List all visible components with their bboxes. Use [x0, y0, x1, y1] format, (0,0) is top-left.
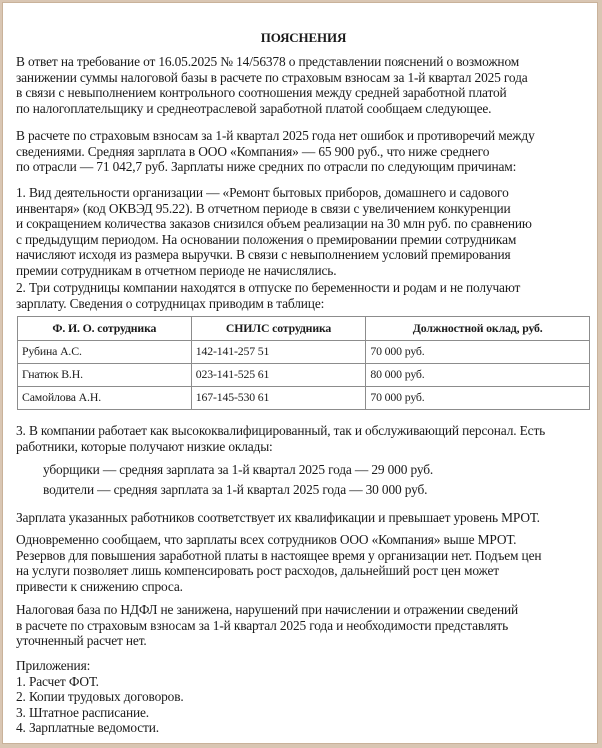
document-page [3, 3, 597, 743]
table-row [18, 387, 590, 410]
mrot-note: Зарплата указанных работников соответствует их квалификации и превышает уровень МРОТ. [16, 510, 540, 525]
text-line: по налогоплательщику и среднеотраслевой заработной платой сообщаем следующее. [16, 100, 492, 116]
ndfl-paragraph [16, 602, 591, 649]
text-line: премии сотрудникам в отчетном периоде не начислялись. [16, 262, 337, 278]
text-line: по отрасли — 71 042,7 руб. Зарплаты ниже средних по отрасли по следующим причинам: [16, 159, 517, 175]
cell-snils: 023-141-525 61 [191, 364, 366, 387]
summary-paragraph [16, 128, 591, 175]
table-header-row [18, 317, 590, 341]
text-line: занижении суммы налоговой базы в расчете по страховым взносам за 1-й квартал 2025 года [16, 69, 528, 85]
cell-salary: 70 000 руб. [366, 387, 590, 410]
simultaneous-paragraph [16, 532, 591, 594]
table-row [18, 341, 590, 364]
text-line: работники, которые получают низкие оклады: [16, 438, 273, 454]
text-line: 1. Вид деятельности организации — «Ремонт бытовых приборов, домашнего и садового [16, 185, 509, 200]
text-line: В ответ на требование от 16.05.2025 № 14/56378 о представлении пояснений о возможном [16, 54, 520, 69]
table-row [18, 364, 590, 387]
text-line: привести к снижению спроса. [16, 578, 183, 594]
reason-3-paragraph [16, 423, 591, 454]
cell-name: Самойлова А.Н. [18, 387, 192, 410]
attachment-item: 3. Штатное расписание. [16, 704, 149, 720]
cell-salary: 70 000 руб. [366, 341, 590, 364]
text-line: в связи с невыполнением контрольного соотношения между средней заработной платой [16, 85, 507, 101]
text-line: сведениями. Средняя зарплата в ООО «Компания» — 65 900 руб., что ниже среднего [16, 143, 490, 159]
column-header-salary: Должностной оклад, руб. [366, 317, 590, 341]
reason-1-paragraph [16, 185, 591, 279]
cell-snils: 167-145-530 61 [191, 387, 366, 410]
text-line: Налоговая база по НДФЛ не занижена, нарушений при начислении и отражении сведений [16, 602, 519, 617]
attachment-item: 2. Копии трудовых договоров. [16, 689, 184, 705]
column-header-name: Ф. И. О. сотрудника [18, 317, 192, 341]
attachments-heading: Приложения: [16, 658, 91, 673]
attachment-item: 1. Расчет ФОТ. [16, 673, 99, 689]
reason-2-paragraph [16, 280, 591, 311]
cell-salary: 80 000 руб. [366, 364, 590, 387]
text-line: Резервов для повышения заработной платы в настоящее время у организации нет. Подъем цен [16, 547, 542, 563]
low-salary-item: водители — средняя зарплата за 1-й квартал 2025 года — 30 000 руб. [43, 482, 428, 497]
text-line: уточненный расчет нет. [16, 633, 147, 649]
intro-paragraph [16, 54, 591, 116]
text-line: 2. Три сотрудницы компании находятся в отпуске по беременности и родам и не получают [16, 280, 521, 295]
text-line: инвентаря» (код ОКВЭД 95.22). В отчетном периоде в связи с увеличением конкуренции [16, 200, 511, 216]
text-line: на услуги позволяет лишь компенсировать рост расходов, дальнейший рост цен может [16, 563, 499, 579]
text-line: начисляют исходя из размера выручки. В связи с невыполнением условий премирования [16, 247, 511, 263]
employees-table [17, 316, 590, 410]
cell-snils: 142-141-257 51 [191, 341, 366, 364]
low-salary-item: уборщики — средняя зарплата за 1-й квартал 2025 года — 29 000 руб. [43, 462, 434, 477]
text-line: и сокращением количества заказов снизился объем реализации на 30 млн руб. по сравнению [16, 216, 532, 232]
text-line: Одновременно сообщаем, что зарплаты всех сотрудников ООО «Компания» выше МРОТ. [16, 532, 517, 547]
text-line: 3. В компании работает как высококвалифицированный, так и обслуживающий персонал. Есть [16, 423, 546, 438]
attachment-item: 4. Зарплатные ведомости. [16, 720, 159, 736]
cell-name: Рубина А.С. [18, 341, 192, 364]
cell-name: Гнатюк В.Н. [18, 364, 192, 387]
text-line: зарплату. Сведения о сотрудницах приводим в таблице: [16, 295, 325, 311]
text-line: с предыдущим периодом. На основании положения о премировании премии сотрудникам [16, 231, 517, 247]
text-line: в расчете по страховым взносам за 1-й квартал 2025 года и необходимости представлять [16, 617, 509, 633]
text-line: В расчете по страховым взносам за 1-й квартал 2025 года нет ошибок и противоречий между [16, 128, 535, 143]
document-title: ПОЯСНЕНИЯ [260, 30, 347, 45]
attachments-list [16, 658, 591, 736]
column-header-snils: СНИЛС сотрудника [191, 317, 366, 341]
